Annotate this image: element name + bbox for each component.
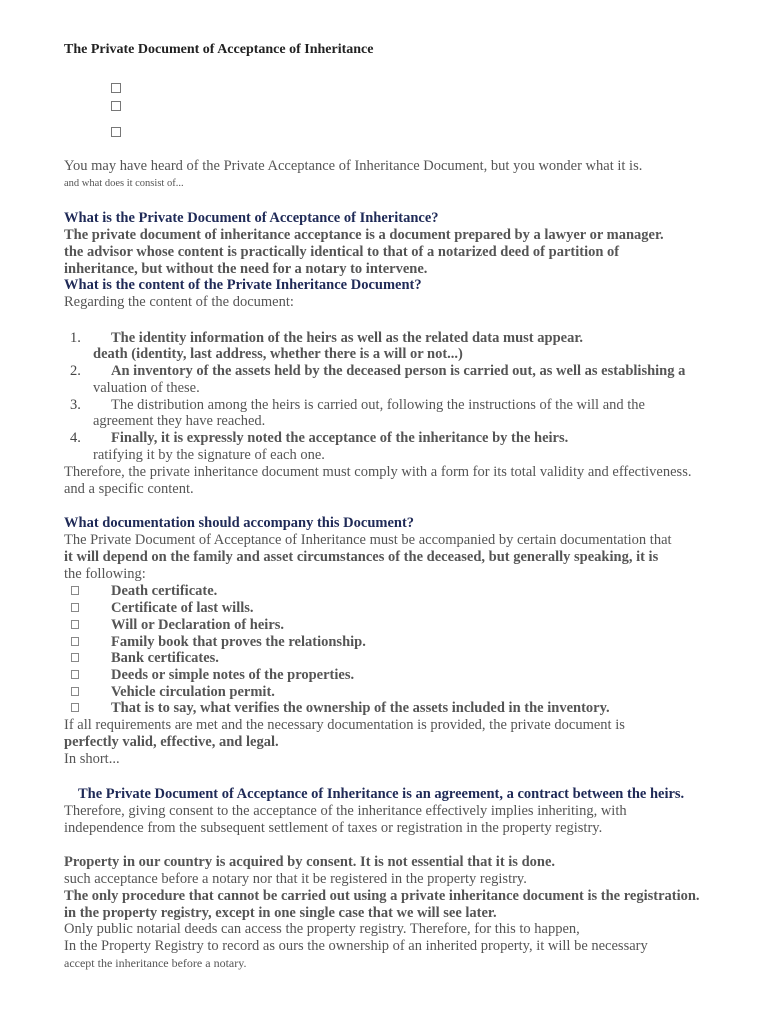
paragraph-line: Therefore, giving consent to the acceptance of the inheritance effectively implies inheriting, with (64, 803, 627, 819)
paragraph-line: The private document of inheritance acceptance is a document prepared by a lawyer or manager. (64, 227, 664, 243)
missing-glyph-icon (111, 83, 121, 93)
paragraph-line: and a specific content. (64, 481, 194, 497)
list-number: 3. (70, 397, 81, 413)
section-heading: What documentation should accompany this Document? (64, 515, 415, 531)
list-item: Finally, it is expressly noted the acceptance of the inheritance by the heirs. (111, 430, 569, 446)
bullet-item: Vehicle circulation permit. (111, 684, 275, 700)
list-item: An inventory of the assets held by the deceased person is carried out, as well as establishing a (111, 363, 686, 379)
missing-glyph-icon (111, 127, 121, 137)
bullet-item: Deeds or simple notes of the properties. (111, 667, 355, 683)
paragraph-line: inheritance, but without the need for a notary to intervene. (64, 261, 428, 277)
section-heading: What is the content of the Private Inheritance Document? (64, 277, 422, 293)
list-item-continuation: valuation of these. (93, 380, 200, 396)
paragraph-line: Property in our country is acquired by consent. It is not essential that it is done. (64, 854, 556, 870)
bullet-item: Certificate of last wills. (111, 600, 254, 616)
paragraph-line: perfectly valid, effective, and legal. (64, 734, 279, 750)
list-number: 1. (70, 330, 81, 346)
paragraph-line: accept the inheritance before a notary. (64, 956, 247, 970)
bullet-glyph-icon (71, 620, 79, 629)
bullet-glyph-icon (71, 586, 79, 595)
paragraph-line: the advisor whose content is practically identical to that of a notarized deed of partition of (64, 244, 620, 260)
section-heading: What is the Private Document of Acceptance of Inheritance? (64, 210, 439, 226)
list-item: The identity information of the heirs as well as the related data must appear. (111, 330, 584, 346)
paragraph-line: such acceptance before a notary nor that it be registered in the property registry. (64, 871, 527, 887)
bullet-glyph-icon (71, 653, 79, 662)
list-item-continuation: death (identity, last address, whether there is a will or not...) (93, 346, 463, 362)
bullet-item: That is to say, what verifies the ownership of the assets included in the inventory. (111, 700, 610, 716)
bullet-item: Bank certificates. (111, 650, 219, 666)
highlight-statement: The Private Document of Acceptance of Inheritance is an agreement, a contract between the heirs. (78, 786, 685, 802)
paragraph-line: independence from the subsequent settlement of taxes or registration in the property registry. (64, 820, 603, 836)
bullet-item: Will or Declaration of heirs. (111, 617, 285, 633)
missing-glyph-icon (111, 101, 121, 111)
intro-line: You may have heard of the Private Acceptance of Inheritance Document, but you wonder what it is. (64, 158, 643, 174)
document-title: The Private Document of Acceptance of Inheritance (64, 42, 374, 57)
intro-line: and what does it consist of... (64, 178, 184, 189)
list-item: The distribution among the heirs is carried out, following the instructions of the will and the (111, 397, 645, 413)
bullet-item: Death certificate. (111, 583, 218, 599)
paragraph-line: the following: (64, 566, 146, 582)
paragraph-line: The only procedure that cannot be carried out using a private inheritance document is the registration. (64, 888, 700, 904)
bullet-item: Family book that proves the relationship. (111, 634, 366, 650)
bullet-glyph-icon (71, 703, 79, 712)
paragraph-line: If all requirements are met and the necessary documentation is provided, the private document is (64, 717, 625, 733)
list-number: 4. (70, 430, 81, 446)
list-number: 2. (70, 363, 81, 379)
paragraph-line: In the Property Registry to record as ours the ownership of an inherited property, it will be necessary (64, 938, 648, 954)
bullet-glyph-icon (71, 637, 79, 646)
paragraph-line: Only public notarial deeds can access the property registry. Therefore, for this to happen, (64, 921, 580, 937)
list-item-continuation: agreement they have reached. (93, 413, 266, 429)
paragraph-line: The Private Document of Acceptance of Inheritance must be accompanied by certain documentation that (64, 532, 672, 548)
bullet-glyph-icon (71, 687, 79, 696)
list-item-continuation: ratifying it by the signature of each one. (93, 447, 325, 463)
bullet-glyph-icon (71, 670, 79, 679)
paragraph-line: In short... (64, 751, 120, 767)
paragraph-line: Therefore, the private inheritance document must comply with a form for its total validity and effectiveness. (64, 464, 692, 480)
bullet-glyph-icon (71, 603, 79, 612)
paragraph-line: Regarding the content of the document: (64, 294, 294, 310)
paragraph-line: in the property registry, except in one single case that we will see later. (64, 905, 497, 921)
paragraph-line: it will depend on the family and asset circumstances of the deceased, but generally speaking, it is (64, 549, 659, 565)
